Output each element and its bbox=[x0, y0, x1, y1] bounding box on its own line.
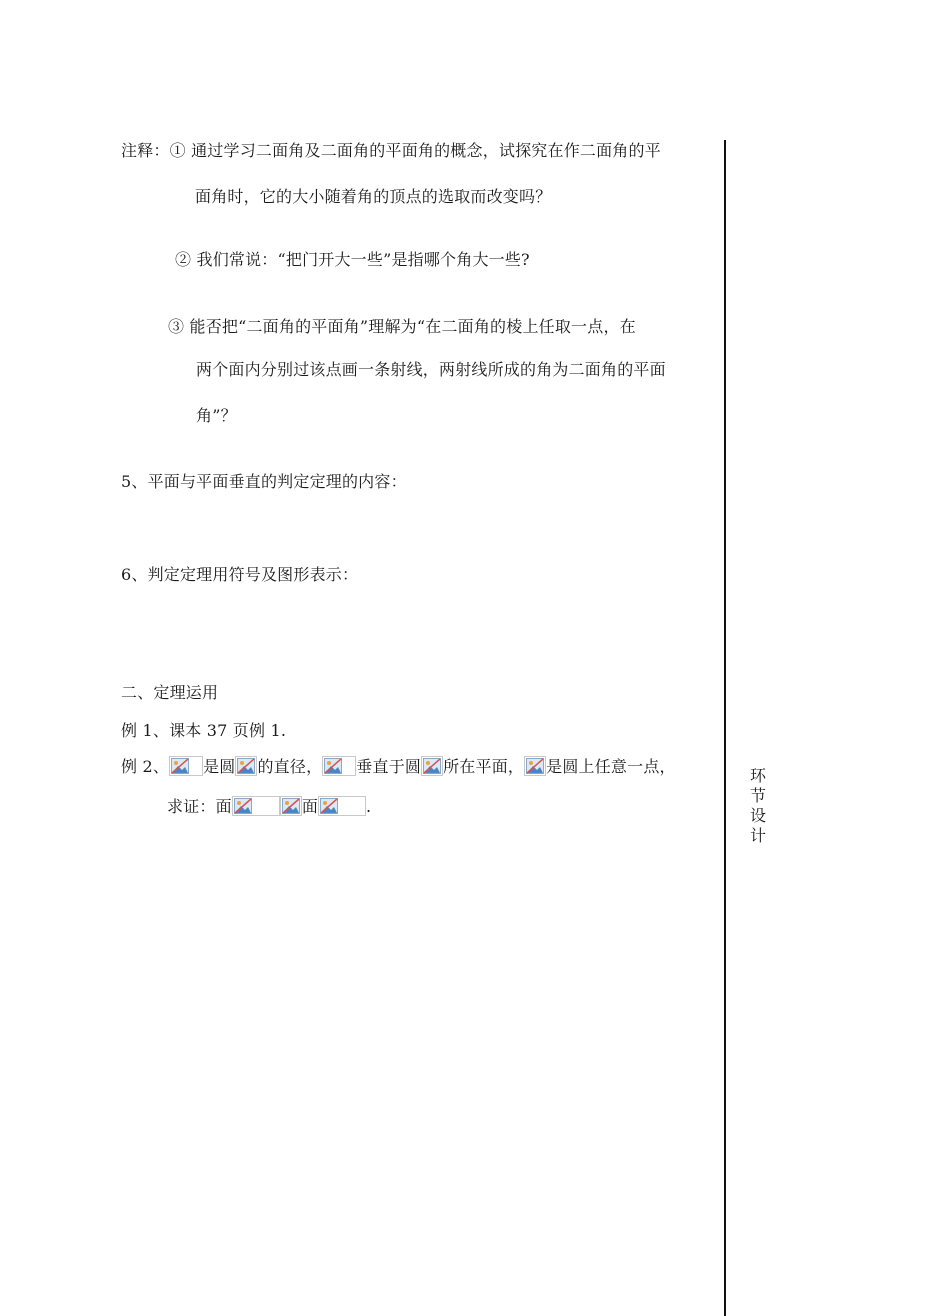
note-2-marker: ② bbox=[175, 250, 192, 269]
note-3-text: 能否把“二面角的平面角”理解为“在二面角的棱上任取一点，在 bbox=[189, 317, 636, 336]
note-3-line-3: 角”？ bbox=[196, 406, 237, 425]
side-label-char: 设 bbox=[749, 806, 766, 825]
broken-image-icon bbox=[169, 756, 203, 776]
vertical-rule bbox=[724, 140, 726, 1316]
example-2-line-2 bbox=[167, 794, 371, 817]
example-2-line-1 bbox=[121, 754, 676, 777]
example-2-text: 所在平面， bbox=[443, 757, 525, 776]
notes-prefix: 注释： bbox=[121, 141, 170, 160]
note-3-marker: ③ bbox=[168, 317, 185, 336]
side-label bbox=[748, 766, 768, 846]
example-2-text: 是圆上任意一点， bbox=[546, 757, 676, 776]
broken-image-icon bbox=[280, 796, 302, 816]
broken-image-icon bbox=[235, 756, 257, 776]
question-5: 5、平面与平面垂直的判定定理的内容： bbox=[121, 472, 407, 491]
note-3-line-2: 两个面内分别过该点画一条射线，两射线所成的角为二面角的平面 bbox=[196, 360, 666, 379]
side-label-char: 环 bbox=[749, 766, 766, 785]
note-1-marker: ① bbox=[169, 141, 186, 160]
prove-label: 求证：面 bbox=[167, 797, 232, 816]
side-label-char: 计 bbox=[749, 826, 766, 845]
section-heading: 二、定理运用 bbox=[121, 683, 219, 702]
note-1-line-1 bbox=[121, 138, 661, 161]
question-6: 6、判定定理用符号及图形表示： bbox=[121, 565, 359, 584]
example-2-text: 垂直于圆 bbox=[356, 757, 422, 776]
broken-image-icon bbox=[524, 756, 546, 776]
note-1-line-2: 面角时，它的大小随着角的顶点的选取而改变吗？ bbox=[195, 187, 552, 206]
note-2 bbox=[175, 247, 530, 270]
note-2-text: 我们常说：“把门开大一些”是指哪个角大一些? bbox=[196, 250, 530, 269]
note-3-line-1 bbox=[168, 314, 636, 337]
example-2-text: 面 bbox=[301, 797, 319, 816]
example-1: 例 1、课本 37 页例 1. bbox=[121, 721, 287, 740]
side-label-char: 节 bbox=[749, 786, 766, 805]
example-2-end: . bbox=[366, 797, 372, 816]
example-2-text: 是圆 bbox=[203, 757, 236, 776]
example-2-label: 例 2、 bbox=[121, 757, 170, 776]
broken-image-icon bbox=[421, 756, 443, 776]
example-2-text: 的直径， bbox=[257, 757, 323, 776]
broken-image-icon bbox=[232, 796, 280, 816]
broken-image-icon bbox=[322, 756, 356, 776]
broken-image-icon bbox=[318, 796, 366, 816]
note-1-text: 通过学习二面角及二面角的平面角的概念，试探究在作二面角的平 bbox=[191, 141, 661, 160]
